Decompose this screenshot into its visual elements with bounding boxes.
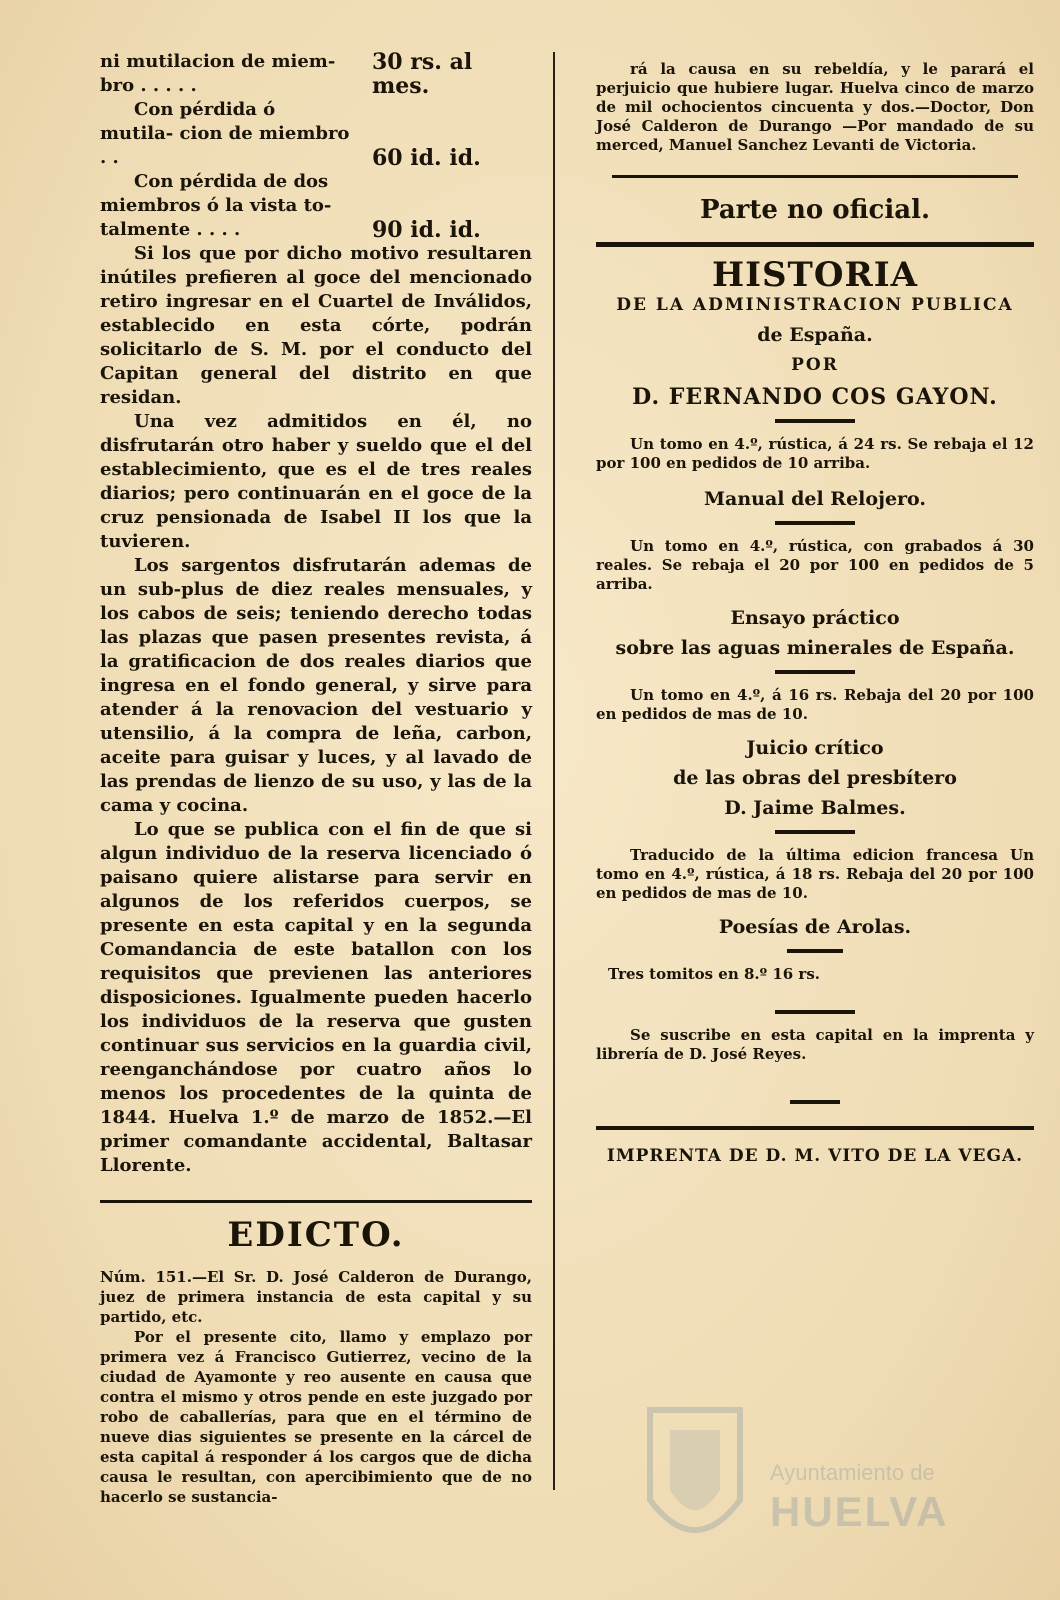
edicto-continuation: rá la causa en su rebeldía, y le parará el perjuicio que hubiere lugar. Huelva cinco de marzo de mil ochocientos cincuenta y dos.—Doctor, Don José Calderon de Durango —Por mandado de su merced, Manuel Sanchez Levanti de Victoria. [596,60,1034,154]
watermark-line-2: HUELVA [770,1488,949,1535]
section-divider [100,1200,532,1203]
book-historia-title: HISTORIA [711,255,919,295]
left-column [100,50,532,1507]
book-arolas-details: Tres tomitos en 8.º 16 rs. [608,965,821,983]
section-divider [612,175,1018,178]
book-historia-subtitle-2: de España. [757,324,873,346]
crest-icon [640,1390,750,1560]
rate-amount: 60 id. id. [372,145,481,171]
footer-rule [596,1126,1034,1130]
book-relojero-title: Manual del Relojero. [703,488,927,510]
short-divider [787,949,843,953]
watermark-line-1: Ayuntamiento de [770,1460,935,1485]
book-aguas-title-2: sobre las aguas minerales de España. [615,637,1015,659]
column-divider [553,52,555,1490]
section-title: Parte no oficial. [699,195,931,225]
short-divider [775,1010,855,1014]
archive-watermark [640,1390,1020,1590]
book-balmes-details: Traducido de la última edicion francesa Un tomo en 4.º, rústica, á 18 rs. Rebaja del 20 por 100 en pedidos de mas de 10. [596,846,1034,902]
book-historia-subtitle: DE LA ADMINISTRACION PUBLICA [616,295,1014,315]
paragraph-invalidos: Si los que por dicho motivo resultaren inútiles prefieren al goce del mencionado retiro ingresar en el Cuartel de Inválidos, establecido en esta córte, podrán solicitarlo de S. M. por el conducto del Capitan general del distrito en que residan. [100,243,532,408]
section-divider [596,242,1034,247]
pension-rate-1 [100,50,532,98]
short-divider [790,1100,840,1104]
paragraph-publicacion: Lo que se publica con el fin de que si algun individuo de la reserva licenciado ó paisano quiere alistarse para servir en algunos de los referidos cuerpos, se presente en esta capital y en la segunda Comandancia de este batallon con los requisitos que previenen las anteriores disposiciones. Igualmente pueden hacerlo los individuos de la reserva que gusten continuar sus servicios en la guardia civil, reenganchándose por cuatro años lo menos los procedentes de la quinta de 1844. Huelva 1.º de marzo de 1852.—El primer comandante accidental, Baltasar Llorente. [100,819,532,1176]
book-balmes-title-3: D. Jaime Balmes. [724,797,906,819]
book-arolas-title: Poesías de Arolas. [718,916,912,938]
paragraph-haber: Una vez admitidos en él, no disfrutarán otro haber y sueldo que el del establecimiento, que es el de tres reales diarios; pero continuarán en el goce de la cruz pensionada de Isabel II los que la tuvieren. [100,411,532,552]
edicto-paragraph: Por el presente cito, llamo y emplazo por primera vez á Francisco Gutierrez, vecino de la ciudad de Ayamonte y reo ausente en causa que contra el mismo y otros pende en este juzgado por robo de caballerías, para que en el término de nueve dias siguientes se presente en la cárcel de esta capital á responder á los cargos que de dicha causa le resultan, con apercibimiento que de no hacerlo se sustancia- [100,1328,532,1506]
rate-label: Con pérdida ó mutila- cion de miembro . . [100,99,350,168]
pension-rate-3 [100,170,532,242]
book-historia-details: Un tomo en 4.º, rústica, á 24 rs. Se rebaja el 12 por 100 en pedidos de 10 arriba. [596,435,1034,472]
short-divider [775,830,855,834]
book-balmes-title-2: de las obras del presbítero [673,767,957,789]
short-divider [775,521,855,525]
short-divider [775,670,855,674]
printer-imprint: IMPRENTA DE D. M. VITO DE LA VEGA. [606,1146,1024,1166]
book-aguas-title-1: Ensayo práctico [730,607,900,629]
subscription-note: Se suscribe en esta capital en la imprenta y librería de D. José Reyes. [596,1026,1034,1063]
book-historia-por: POR [791,355,839,375]
rate-label: ni mutilacion de miem- bro . . . . . [100,51,336,96]
book-balmes-title-1: Juicio crítico [746,737,884,759]
edicto-heading: EDICTO. [227,1215,405,1255]
right-column [596,60,1034,1166]
rate-label: Con pérdida de dos miembros ó la vista to- talmente . . . . [100,171,332,240]
book-historia-author: D. FERNANDO COS GAYON. [632,384,998,410]
edicto-paragraph: Núm. 151.—El Sr. D. José Calderon de Durango, juez de primera instancia de esta capital y su partido, etc. [100,1268,532,1326]
paragraph-sargentos: Los sargentos disfrutarán ademas de un sub-plus de diez reales mensuales, y los cabos de seis; teniendo derecho todas las plazas que pasen presentes revista, á la gratificacion de dos reales diarios que ingresa en el fondo general, y sirve para atender á la renovacion del vestuario y utensilio, á la compra de leña, carbon, aceite para guisar y luces, y al lavado de las prendas de lienzo de su uso, y las de la cama y cocina. [100,555,532,816]
book-relojero-details: Un tomo en 4.º, rústica, con grabados á 30 reales. Se rebaja el 20 por 100 en pedidos de 5 arriba. [596,537,1034,593]
pension-rate-2 [100,98,532,170]
rate-amount: 90 id. id. [372,217,481,243]
rate-amount: 30 rs. al mes. [372,49,473,99]
edicto-body [100,1267,532,1507]
book-aguas-details: Un tomo en 4.º, á 16 rs. Rebaja del 20 por 100 en pedidos de mas de 10. [596,686,1034,723]
short-divider [775,419,855,423]
